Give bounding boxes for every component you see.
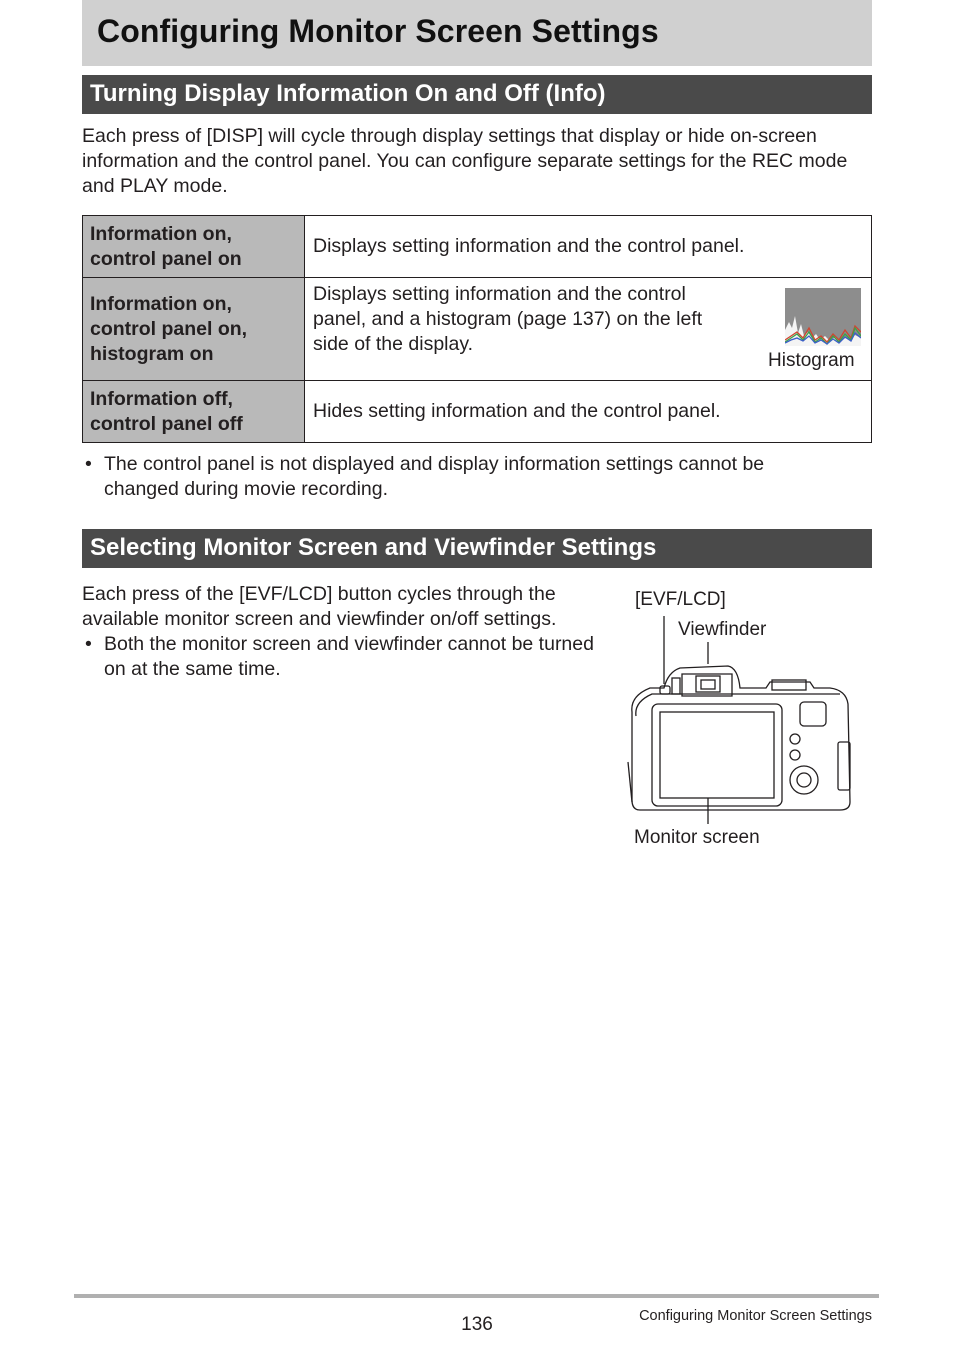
- page-number: 136: [461, 1314, 493, 1335]
- bullet-mark: •: [85, 633, 92, 655]
- section-heading-monitor: Selecting Monitor Screen and Viewfinder Settings: [90, 534, 657, 561]
- histogram-graphic: [785, 288, 861, 346]
- row-label: Information on, control panel on, histogram on: [83, 278, 305, 381]
- camera-back-illustration: [620, 612, 860, 828]
- section-intro-monitor: Each press of the [EVF/LCD] button cycles through the available monitor screen and viewfinder on/off settings.: [82, 583, 557, 630]
- table-row: [83, 381, 872, 443]
- row-description: Hides setting information and the control panel.: [305, 381, 872, 443]
- table-row: [83, 216, 872, 278]
- page-title: Configuring Monitor Screen Settings: [97, 13, 659, 49]
- note-bullet: [82, 632, 604, 682]
- page-title-bar: [82, 0, 872, 66]
- section-heading-info: Turning Display Information On and Off (Info): [90, 80, 606, 107]
- note-bullet: [82, 452, 844, 502]
- footer-chapter-title: Configuring Monitor Screen Settings: [639, 1308, 872, 1324]
- note-text: The control panel is not displayed and display information settings cannot be changed during movie recording.: [104, 453, 765, 500]
- row-description-with-image: [305, 278, 872, 381]
- viewfinder-label: Viewfinder: [678, 619, 767, 640]
- row-description: Displays setting information and the control panel.: [305, 216, 872, 278]
- display-settings-table: [82, 215, 872, 443]
- monitor-screen-label: Monitor screen: [634, 827, 760, 848]
- section-heading-bar: [82, 529, 872, 568]
- footer-rule: [74, 1294, 879, 1298]
- table-row: [83, 278, 872, 381]
- histogram-caption: Histogram: [768, 350, 855, 371]
- section-heading-bar: [82, 75, 872, 114]
- row-description: Displays setting information and the control panel, and a histogram (page 137) on the left side of the display.: [313, 283, 703, 355]
- row-label: Information off, control panel off: [83, 381, 305, 443]
- bullet-mark: •: [85, 453, 92, 475]
- note-text: Both the monitor screen and viewfinder cannot be turned on at the same time.: [104, 633, 594, 680]
- row-label: Information on, control panel on: [83, 216, 305, 278]
- evf-lcd-button-label: [EVF/LCD]: [635, 589, 726, 610]
- histogram-image: [768, 288, 861, 371]
- section-intro-info: Each press of [DISP] will cycle through display settings that display or hide on-screen information and the control panel. You can configure separate settings for the REC mode and PLAY mode.: [82, 125, 848, 197]
